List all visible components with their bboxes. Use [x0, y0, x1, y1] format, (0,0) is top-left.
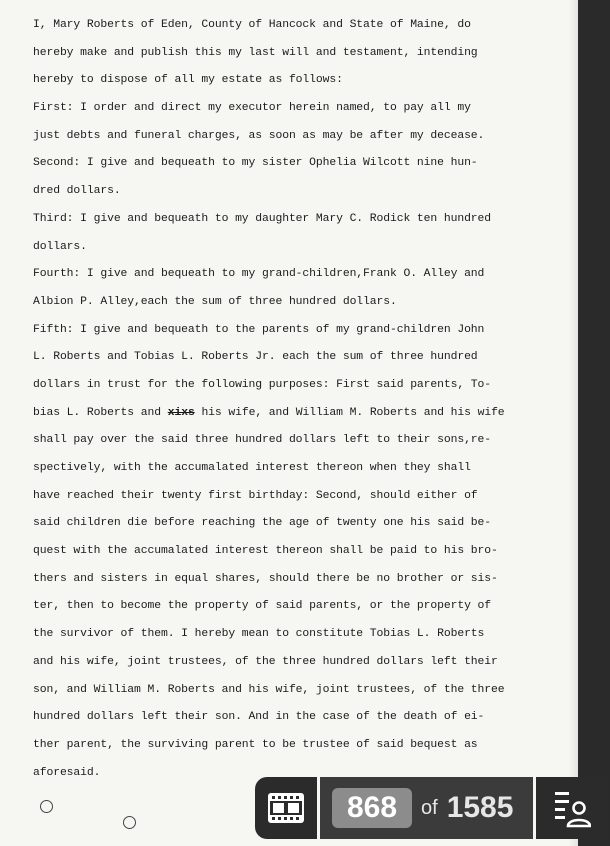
text-line: L. Roberts and Tobias L. Roberts Jr. each the sum of three hundred	[33, 351, 478, 364]
text-line: I, Mary Roberts of Eden, County of Hancock and State of Maine, do	[33, 19, 471, 31]
text-line: and his wife, joint trustees, of the three hundred dollars left their	[33, 655, 498, 668]
text-line: Third: I give and bequeath to my daughter Mary C. Rodick ten hundred	[33, 212, 492, 225]
text-line: dollars in trust for the following purposes: First said parents, To-	[33, 378, 492, 391]
punch-hole	[40, 800, 53, 813]
text-line: hundred dollars left their son. And in the case of the death of ei-	[33, 711, 485, 724]
punch-hole	[123, 816, 136, 829]
of-label: of	[421, 796, 438, 819]
will-text	[33, 12, 538, 787]
text-line: Fifth: I give and bequeath to the parents of my grand-children John	[33, 323, 485, 336]
current-page-input[interactable]: 868	[332, 788, 412, 828]
text-line: ter, then to become the property of said parents, or the property of	[33, 600, 492, 613]
text-line: just debts and funeral charges, as soon as may be after my decease.	[33, 129, 485, 142]
text-line: dollars.	[33, 240, 87, 253]
text-line: hereby to dispose of all my estate as follows:	[33, 74, 343, 87]
text-line: spectively, with the accumalated interest thereon when they shall	[33, 462, 471, 474]
text-line: the survivor of them. I hereby mean to constitute Tobias L. Roberts	[33, 628, 485, 641]
text-line: hereby make and publish this my last will and testament, intending	[33, 46, 478, 59]
text-segment: bias L. Roberts and	[33, 406, 161, 419]
struck-word: xixs	[167, 406, 195, 419]
list-user-icon	[553, 788, 591, 828]
viewer-toolbar	[255, 776, 610, 840]
text-line: have reached their twenty first birthday: Second, should either of	[33, 489, 478, 502]
text-line	[33, 400, 538, 428]
text-segment: his wife, and William M. Roberts and his wife	[201, 406, 505, 419]
page-counter	[320, 777, 533, 839]
film-strip-icon	[268, 793, 304, 823]
text-line: thers and sisters in equal shares, should there be no brother or sis-	[33, 572, 498, 585]
text-line: ther parent, the surviving parent to be trustee of said bequest as	[33, 738, 478, 751]
text-line: dred dollars.	[33, 185, 121, 198]
text-line: Fourth: I give and bequeath to my grand-children,Frank O. Alley and	[33, 268, 485, 281]
text-line: Albion P. Alley,each the sum of three hundred dollars.	[33, 295, 397, 308]
film-strip-button[interactable]	[255, 777, 317, 839]
list-user-button[interactable]	[536, 777, 608, 839]
text-line: First: I order and direct my executor herein named, to pay all my	[33, 102, 471, 115]
text-line: son, and William M. Roberts and his wife, joint trustees, of the three	[33, 683, 505, 696]
text-line: said children die before reaching the age of twenty one his said be-	[33, 517, 492, 530]
text-line: quest with the accumalated interest thereon shall be paid to his bro-	[33, 545, 498, 558]
text-line: Second: I give and bequeath to my sister Ophelia Wilcott nine hun-	[33, 157, 478, 170]
text-line: shall pay over the said three hundred dollars left to their sons,re-	[33, 434, 492, 447]
text-line: aforesaid.	[33, 766, 101, 779]
total-pages: 1585	[446, 791, 514, 824]
